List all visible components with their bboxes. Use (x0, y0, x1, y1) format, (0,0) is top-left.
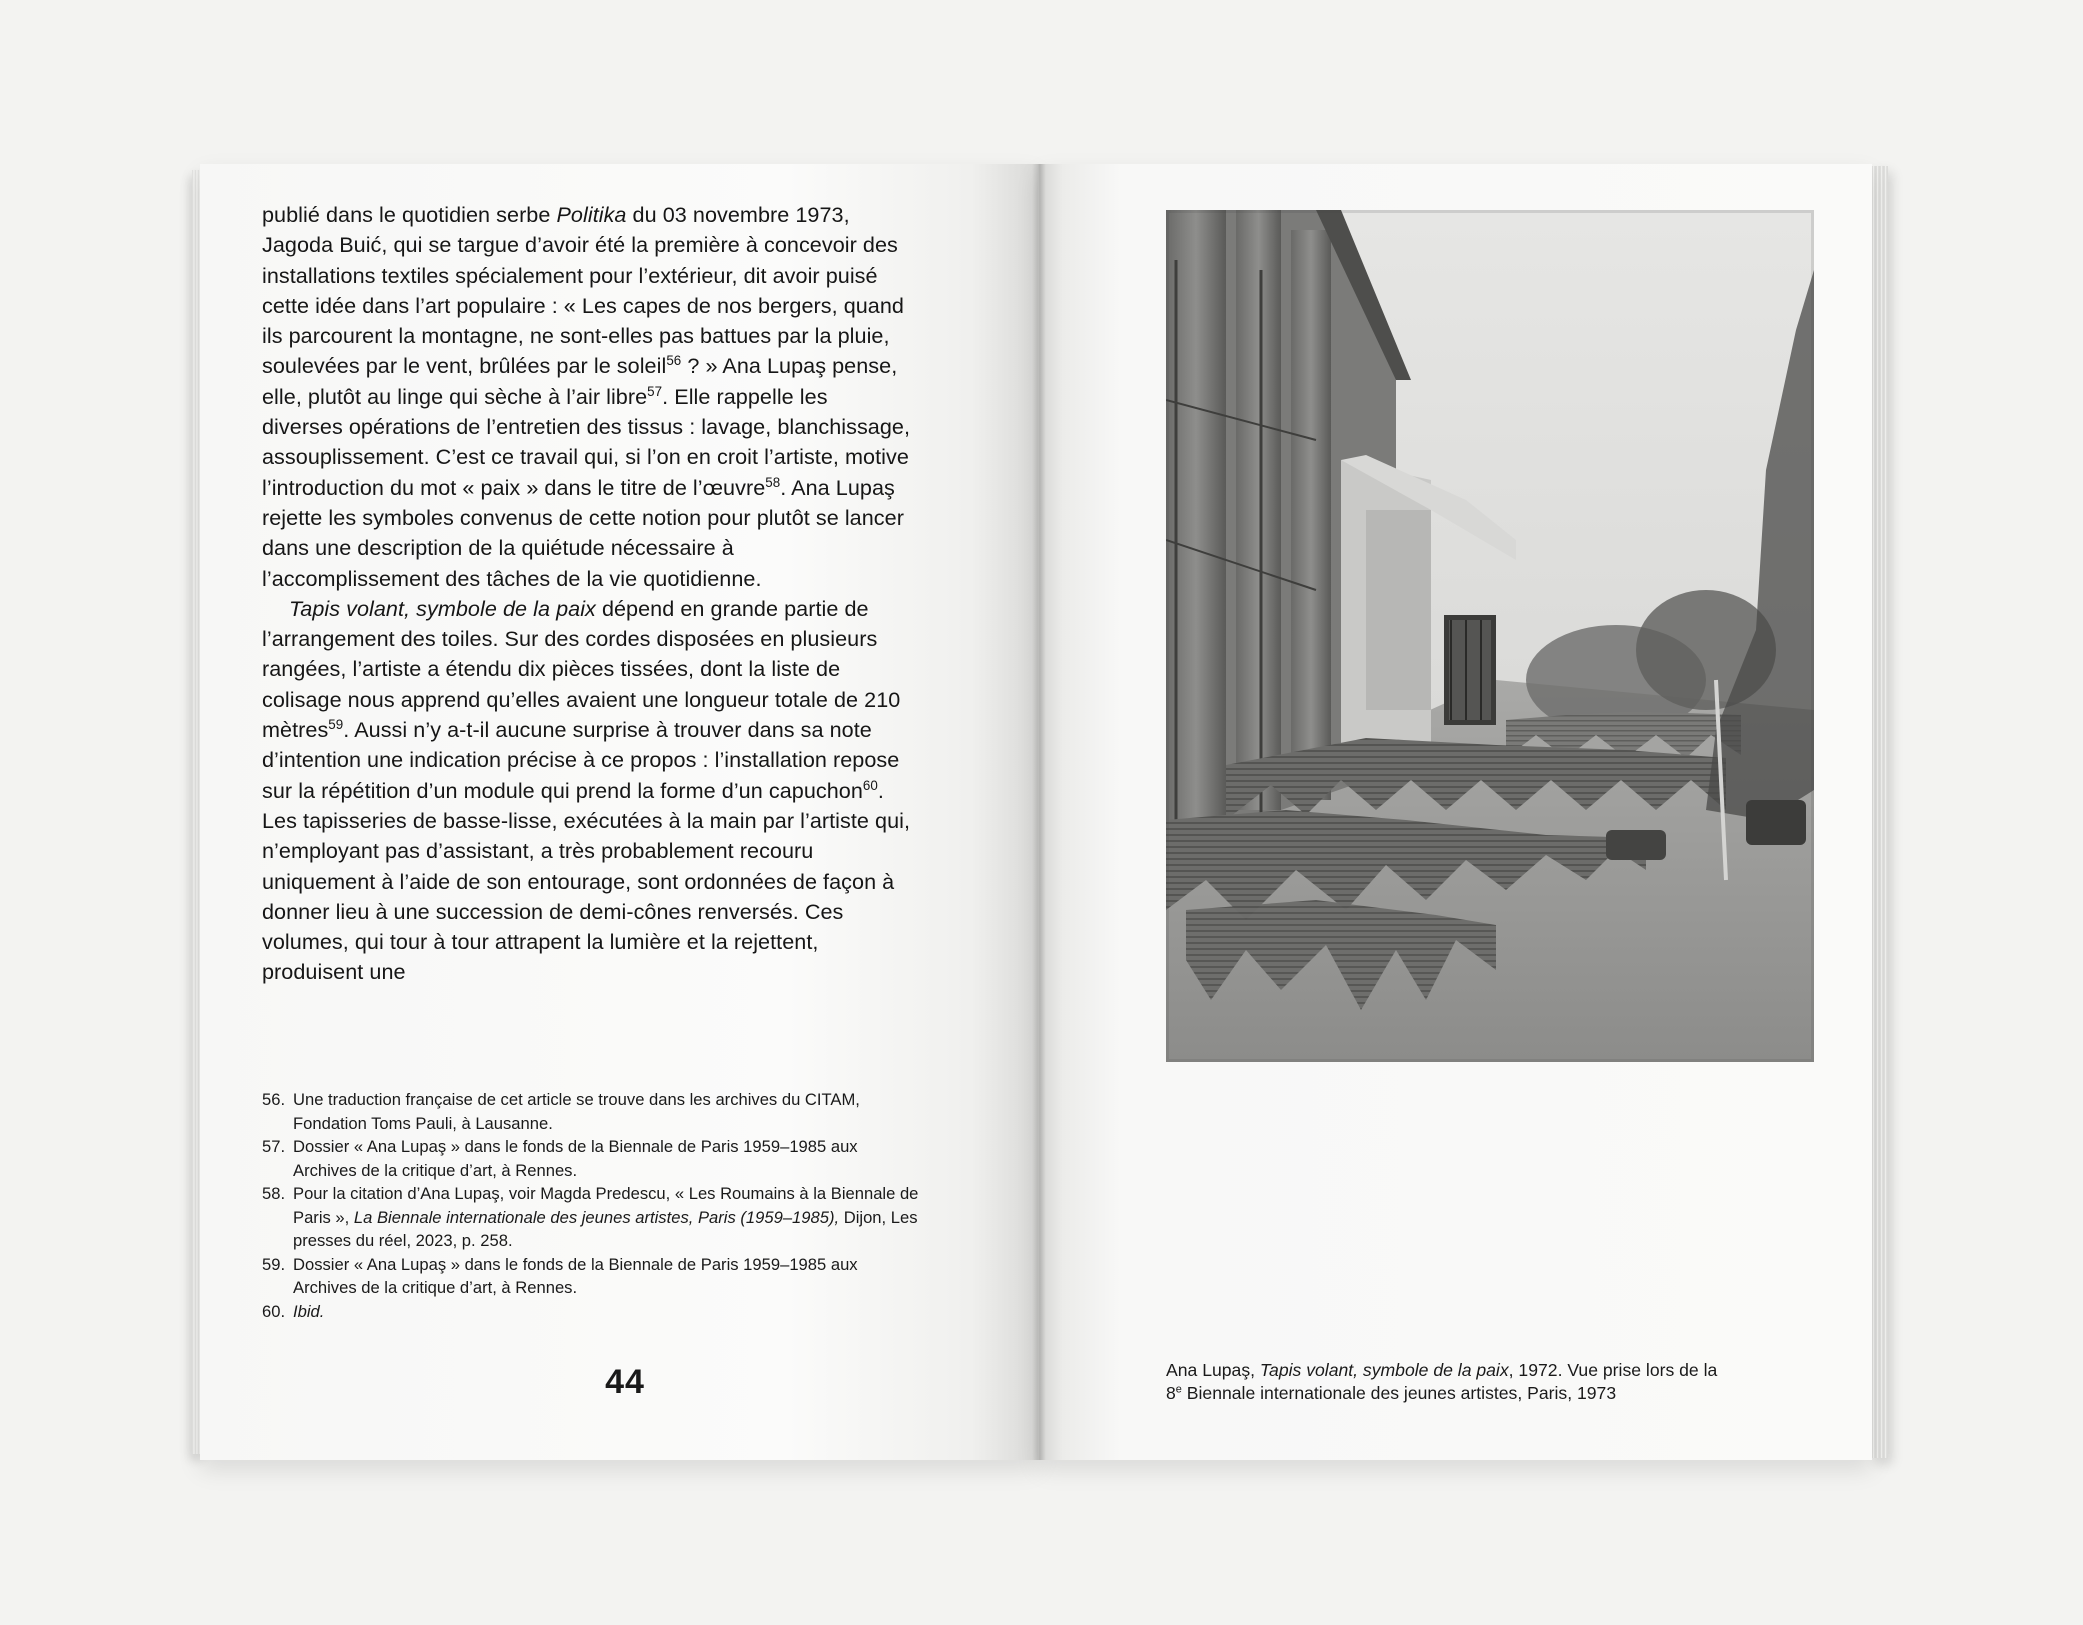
text-run: . Elle rappelle les diverses opérations de l’entretien des tissus : lavage, blanchissage, assouplissement. C’est ce travail qui, si l’on en croit l’artiste, motive l’introduction du mot « paix » dans le titre de l’œuvre (262, 383, 911, 500)
photo-image (1166, 210, 1814, 1062)
footnote-text: Dossier « Ana Lupaş » dans le fonds de la Biennale de Paris 1959–1985 aux Archives de la critique d’art, à Rennes. (293, 1254, 858, 1297)
page-number: 44 (605, 1363, 645, 1401)
paragraph-1 (262, 200, 912, 594)
text-run: Biennale internationale des jeunes artistes, Paris, 1973 (1181, 1383, 1617, 1403)
footnote-ref-57[interactable]: 57 (647, 383, 663, 399)
footnote-text: Une traduction française de cet article se trouve dans les archives du CITAM, Fondation Toms Pauli, à Lausanne. (293, 1090, 860, 1133)
footnote-ref-59[interactable]: 59 (328, 717, 344, 733)
italic-book-title: La Biennale internationale des jeunes artistes, Paris (1959–1985), (353, 1207, 840, 1227)
footnote-ref-56[interactable]: 56 (666, 353, 682, 369)
body-text (262, 200, 912, 988)
italic-title-politika: Politika (556, 202, 627, 227)
footnote-59 (262, 1253, 922, 1300)
footnote-number: 57. (262, 1137, 286, 1156)
footnote-ref-58[interactable]: 58 (765, 474, 781, 490)
text-run: , 1972. Vue prise lors de la (1508, 1360, 1718, 1380)
text-run: 8 (1166, 1383, 1176, 1403)
text-run: Pour la citation d’Ana Lupaş, voir Magda Predescu, « Les Roumains à la Biennale de Paris », (293, 1184, 919, 1227)
footnote-text (293, 1182, 922, 1253)
footnote-text: Dossier « Ana Lupaş » dans le fonds de la Biennale de Paris 1959–1985 aux Archives de la critique d’art, à Rennes. (293, 1137, 858, 1180)
open-book (200, 164, 1880, 1460)
right-page (1038, 164, 1872, 1460)
footnote-text: Ibid. (293, 1301, 325, 1321)
ordinal-suffix: e (1175, 1383, 1182, 1396)
text-run: dépend en grande partie de l’arrangement des toiles. Sur des cordes disposées en plusieurs rangées, l’artiste a étendu dix pièces tissées, dont la liste de colisage nous apprend qu’elles avaient une longueur totale de 210 mètres (262, 595, 901, 743)
footnote-number: 58. (262, 1184, 286, 1203)
footnote-number: 59. (262, 1254, 286, 1274)
footnote-56 (262, 1088, 922, 1135)
photo-caption (1166, 1359, 1806, 1405)
text-run: du 03 novembre 1973, Jagoda Buić, qui se targue d’avoir été la première à concevoir des installations textiles spécialement pour l’extérieur, dit avoir puisé cette idée dans l’art populaire : « Les capes de nos bergers, quand ils parcourent la montagne, ne sont-elles pas battues par la pluie, soulevées par le vent, brûlées par le soleil (262, 202, 904, 379)
footnote-60 (262, 1300, 922, 1324)
footnote-58 (262, 1182, 922, 1253)
paragraph-2 (262, 594, 912, 988)
italic-artwork-title: Tapis volant, symbole de la paix (289, 595, 596, 621)
text-run: Ana Lupaş, (1166, 1360, 1260, 1380)
text-run: publié dans le quotidien serbe (262, 202, 557, 227)
footnote-number: 60. (262, 1301, 286, 1321)
footnote-ref-60[interactable]: 60 (862, 777, 878, 793)
footnotes (262, 1088, 922, 1323)
text-run: Dijon, Les presses du réel, 2023, p. 258. (293, 1207, 918, 1250)
text-run: . Les tapisseries de basse-lisse, exécutées à la main par l’artiste qui, n’employant pas d’assistant, a très probablement recouru uniquement à l’aide de son entourage, sont ordonnées de façon à donner lieu à une succession de demi-cônes renversés. Ces volumes, qui tour à tour attrapent la lumière et la rejettent, produisent une (262, 777, 911, 985)
photograph-installation (1166, 210, 1814, 1062)
footnote-57 (262, 1135, 922, 1182)
left-page (200, 164, 1038, 1460)
text-run: . Aussi n’y a-t-il aucune surprise à trouver dans sa note d’intention une indication précise à ce propos : l’installation repose sur la répétition d’un module qui prend la forme d’un capuchon (262, 717, 900, 803)
book-gutter (1032, 164, 1046, 1460)
text-run: . Ana Lupaş rejette les symboles convenus de cette notion pour plutôt se lancer dans une description de la quiétude nécessaire à l’accomplissement des tâches de la vie quotidienne. (262, 474, 904, 591)
text-run: ? » Ana Lupaş pense, elle, plutôt au linge qui sèche à l’air libre (262, 353, 898, 409)
italic-artwork-title: Tapis volant, symbole de la paix (1259, 1360, 1509, 1380)
footnote-number: 56. (262, 1090, 286, 1109)
page-edges-right (1872, 166, 1888, 1458)
